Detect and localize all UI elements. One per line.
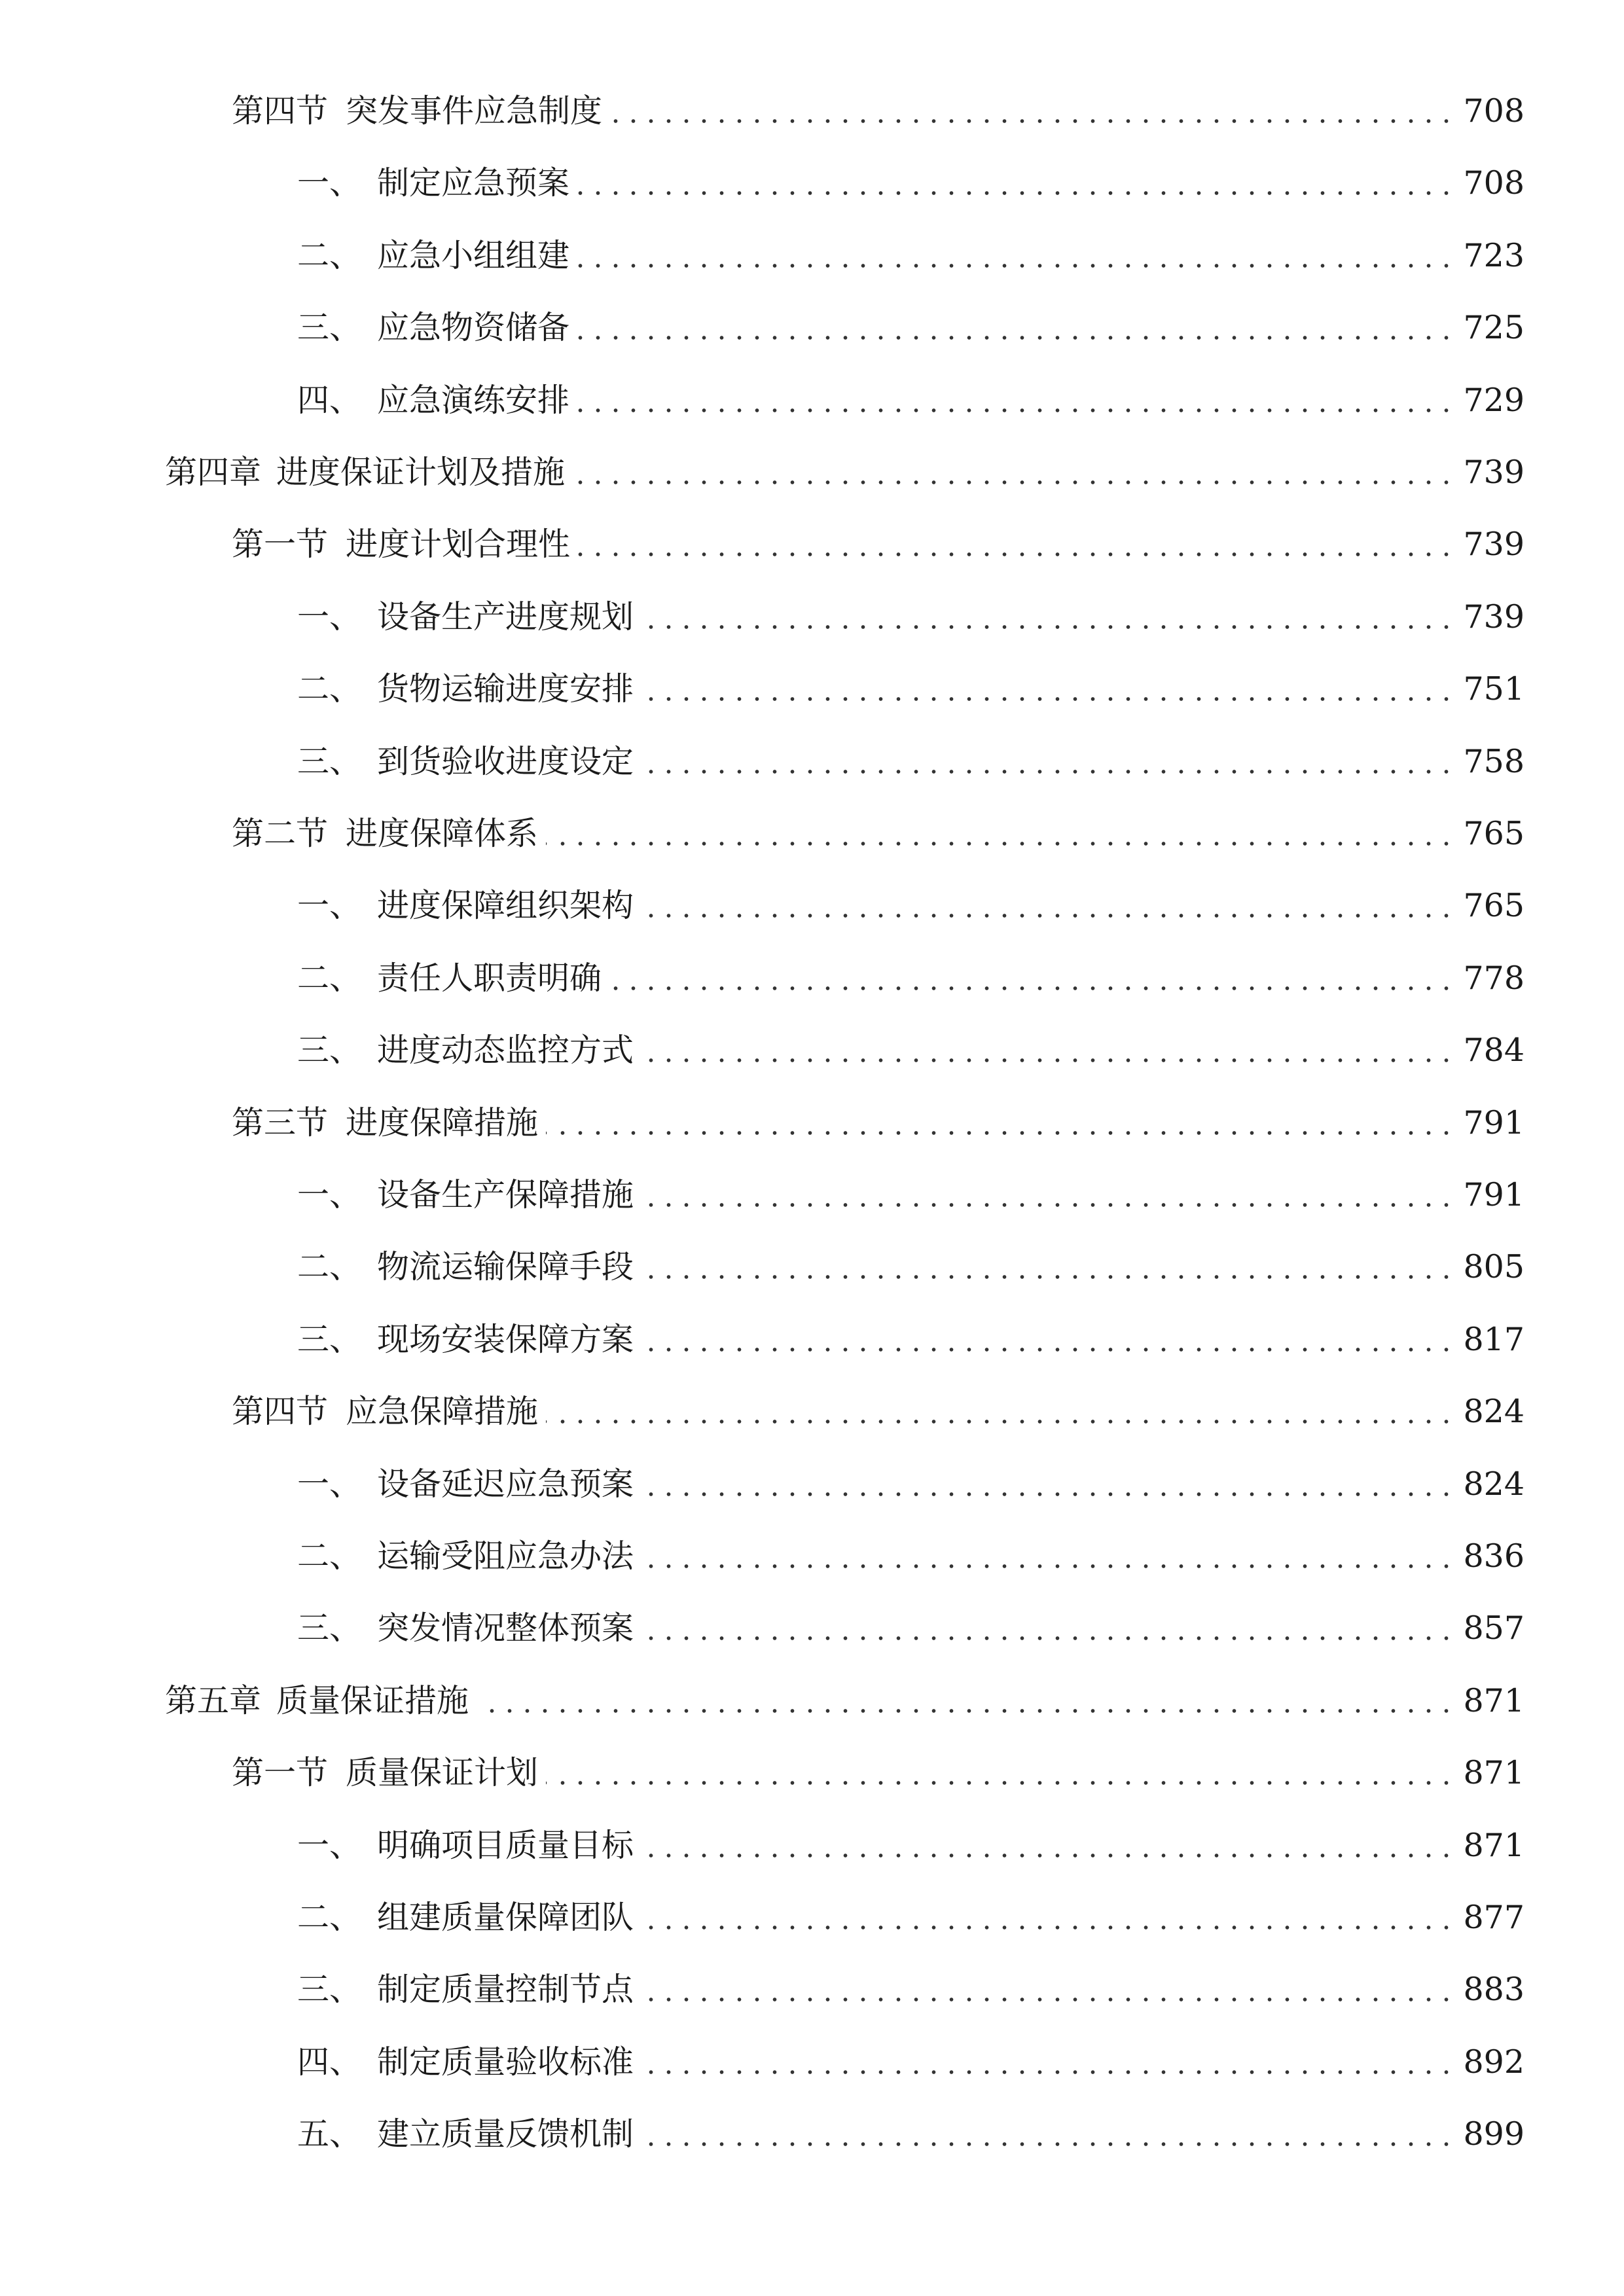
toc-dot-leader [641,736,1455,788]
toc-entry-chapter[interactable] [0,1675,1624,1727]
toc-dot-leader [641,2036,1455,2089]
toc-entry-title: 进度计划合理性 [346,526,571,564]
toc-entry-number: 一、 [297,164,362,202]
toc-entry-section[interactable] [0,808,1624,860]
toc-entry-text [297,952,602,1005]
toc-entry-item[interactable] [0,952,1624,1005]
toc-entry-text [232,808,538,860]
toc-entry-number: 三、 [297,309,362,347]
toc-dot-leader [577,302,1455,354]
toc-entry-title: 制定应急预案 [377,164,570,202]
toc-entry-title: 进度保障措施 [346,1103,539,1141]
toc-entry-title: 明确项目质量目标 [377,1826,634,1864]
toc-dot-leader [546,1747,1455,1799]
toc-entry-item[interactable] [0,1530,1624,1583]
toc-entry-title: 应急物资储备 [377,309,570,347]
toc-entry-text [297,1530,634,1583]
toc-entry-item[interactable] [0,1314,1624,1366]
toc-dot-leader [641,1530,1455,1583]
toc-entry-number: 第四节 [232,92,329,130]
toc-entry-number: 第一节 [232,1754,329,1792]
toc-entry-title: 到货验收进度设定 [377,742,634,780]
toc-entry-title: 质量保证措施 [276,1681,469,1719]
toc-page-number: 765 [1451,880,1525,932]
toc-entry-number: 三、 [297,1031,362,1069]
toc-dot-leader [573,446,1455,499]
toc-entry-section[interactable] [0,1747,1624,1799]
toc-dot-leader [546,1097,1455,1149]
toc-entry-text [232,85,602,137]
toc-dot-leader [609,952,1455,1005]
toc-dot-leader [641,1241,1455,1293]
toc-entry-title: 制定质量验收标准 [377,2043,634,2081]
toc-entry-text [297,374,569,427]
toc-page-number: 883 [1451,1964,1525,2016]
toc-entry-item[interactable] [0,1602,1624,1655]
toc-page-number: 758 [1451,736,1525,788]
toc-page-number: 824 [1451,1386,1525,1438]
toc-dot-leader [641,1964,1455,2016]
toc-dot-leader [641,1820,1455,1872]
toc-page-number: 824 [1451,1458,1525,1511]
toc-dot-leader [610,85,1455,137]
toc-entry-text [297,1169,634,1221]
toc-entry-number: 三、 [297,1320,362,1358]
toc-entry-text [232,1386,538,1438]
toc-page-number: 751 [1451,663,1525,715]
toc-entry-text [297,736,634,788]
toc-page-number: 739 [1451,591,1525,643]
toc-entry-number: 四、 [297,2043,362,2081]
toc-entry-number: 第四章 [165,454,262,491]
toc-entry-item[interactable] [0,302,1624,354]
toc-page-number: 708 [1451,85,1525,137]
toc-entry-number: 二、 [297,1899,362,1936]
toc-entry-title: 设备延迟应急预案 [377,1465,634,1503]
toc-entry-title: 设备生产进度规划 [377,598,634,636]
toc-entry-title: 进度保障体系 [346,815,539,852]
toc-page-number: 791 [1451,1097,1525,1149]
toc-entry-title: 制定质量控制节点 [377,1971,634,2009]
toc-entry-section[interactable] [0,1386,1624,1438]
toc-entry-number: 二、 [297,236,362,274]
toc-entry-text [297,1602,634,1655]
toc-entry-text [297,1892,634,1944]
toc-entry-text [297,1314,634,1366]
toc-entry-text [297,1820,634,1872]
toc-entry-number: 第五章 [165,1681,262,1719]
toc-entry-item[interactable] [0,736,1624,788]
toc-entry-number: 二、 [297,1248,362,1286]
toc-entry-item[interactable] [0,157,1624,209]
toc-entry-number: 一、 [297,1176,362,1213]
toc-dot-leader [641,1169,1455,1221]
toc-entry-text [297,2108,634,2161]
toc-page-number: 871 [1451,1675,1525,1727]
toc-dot-leader [641,880,1455,932]
toc-entry-text [232,1747,538,1799]
toc-entry-title: 进度动态监控方式 [377,1031,634,1069]
toc-entry-title: 质量保证计划 [346,1754,539,1792]
toc-entry-number: 一、 [297,887,362,925]
toc-dot-leader [641,1024,1455,1077]
toc-entry-text [297,2036,634,2089]
toc-entry-text [297,1241,634,1293]
toc-page-number: 871 [1451,1747,1525,1799]
toc-dot-leader [641,1314,1455,1366]
toc-entry-title: 组建质量保障团队 [377,1899,634,1936]
toc-entry-item[interactable] [0,1458,1624,1511]
toc-entry-title: 建立质量反馈机制 [377,2115,634,2153]
toc-entry-item[interactable] [0,1169,1624,1221]
toc-page-number: 725 [1451,302,1525,354]
toc-entry-section[interactable] [0,518,1624,571]
toc-entry-text [297,663,634,715]
toc-entry-title: 物流运输保障手段 [377,1248,634,1286]
toc-entry-number: 第二节 [232,815,329,852]
toc-entry-text [297,157,569,209]
toc-entry-number: 四、 [297,381,362,419]
toc-page-number: 739 [1451,446,1525,499]
toc-entry-number: 三、 [297,1971,362,2009]
toc-entry-number: 二、 [297,670,362,708]
toc-page-number: 871 [1451,1820,1525,1872]
toc-page-number: 729 [1451,374,1525,427]
toc-entry-text [297,1458,634,1511]
toc-dot-leader [546,808,1455,860]
toc-entry-item[interactable] [0,374,1624,427]
toc-entry-text [297,230,569,282]
toc-page-number: 708 [1451,157,1525,209]
toc-entry-text [297,591,634,643]
toc-entry-item[interactable] [0,591,1624,643]
toc-entry-number: 三、 [297,1609,362,1647]
toc-entry-text [232,1097,538,1149]
toc-page-number: 836 [1451,1530,1525,1583]
toc-dot-leader [641,2108,1455,2161]
toc-entry-number: 第三节 [232,1103,329,1141]
toc-dot-leader [577,157,1455,209]
toc-entry-number: 第四节 [232,1393,329,1431]
toc-page-number: 817 [1451,1314,1525,1366]
toc-entry-title: 应急小组组建 [377,236,570,274]
toc-entry-number: 一、 [297,598,362,636]
toc-entry-item[interactable] [0,2108,1624,2161]
toc-entry-title: 突发事件应急制度 [346,92,603,130]
toc-entry-title: 现场安装保障方案 [377,1320,634,1358]
toc-entry-number: 一、 [297,1465,362,1503]
toc-entry-number: 二、 [297,1537,362,1575]
toc-entry-number: 三、 [297,742,362,780]
toc-entry-text [297,880,634,932]
toc-entry-item[interactable] [0,1964,1624,2016]
toc-entry-title: 突发情况整体预案 [377,1609,634,1647]
toc-page-number: 877 [1451,1892,1525,1944]
toc-dot-leader [477,1675,1455,1727]
toc-entry-chapter[interactable] [0,446,1624,499]
toc-dot-leader [641,1892,1455,1944]
toc-entry-title: 应急保障措施 [346,1393,539,1431]
toc-dot-leader [641,663,1455,715]
toc-entry-item[interactable] [0,1241,1624,1293]
toc-entry-text [165,446,565,499]
toc-entry-item[interactable] [0,230,1624,282]
toc-entry-title: 运输受阻应急办法 [377,1537,634,1575]
toc-entry-text [232,518,570,571]
toc-dot-leader [641,1458,1455,1511]
toc-entry-number: 五、 [297,2115,362,2153]
toc-entry-text [165,1675,469,1727]
toc-entry-number: 一、 [297,1826,362,1864]
toc-entry-number: 二、 [297,959,362,997]
toc-page-number: 892 [1451,2036,1525,2089]
toc-entry-item[interactable] [0,663,1624,715]
toc-entry-section[interactable] [0,1097,1624,1149]
toc-entry-title: 应急演练安排 [377,381,570,419]
toc-page-number: 723 [1451,230,1525,282]
toc-entry-title: 设备生产保障措施 [377,1176,634,1213]
toc-entry-section[interactable] [0,85,1624,137]
toc-entry-title: 责任人职责明确 [377,959,602,997]
toc-dot-leader [641,1602,1455,1655]
toc-entry-text [297,1964,634,2016]
toc-page-number: 765 [1451,808,1525,860]
toc-dot-leader [546,1386,1455,1438]
toc-entry-title: 货物运输进度安排 [377,670,634,708]
toc-page-number: 778 [1451,952,1525,1005]
toc-entry-item[interactable] [0,1024,1624,1077]
toc-dot-leader [577,374,1455,427]
toc-entry-text [297,302,569,354]
toc-page-number: 784 [1451,1024,1525,1077]
toc-page-number: 899 [1451,2108,1525,2161]
toc-entry-item[interactable] [0,880,1624,932]
toc-page-number: 805 [1451,1241,1525,1293]
toc-entry-text [297,1024,634,1077]
toc-page-number: 739 [1451,518,1525,571]
toc-entry-number: 第一节 [232,526,329,564]
toc-entry-item[interactable] [0,2036,1624,2089]
toc-entry-item[interactable] [0,1820,1624,1872]
toc-page-number: 791 [1451,1169,1525,1221]
toc-dot-leader [641,591,1455,643]
toc-entry-item[interactable] [0,1892,1624,1944]
toc-dot-leader [577,230,1455,282]
toc-entry-title: 进度保障组织架构 [377,887,634,925]
toc-entry-title: 进度保证计划及措施 [276,454,566,491]
toc-dot-leader [578,518,1455,571]
toc-page-number: 857 [1451,1602,1525,1655]
